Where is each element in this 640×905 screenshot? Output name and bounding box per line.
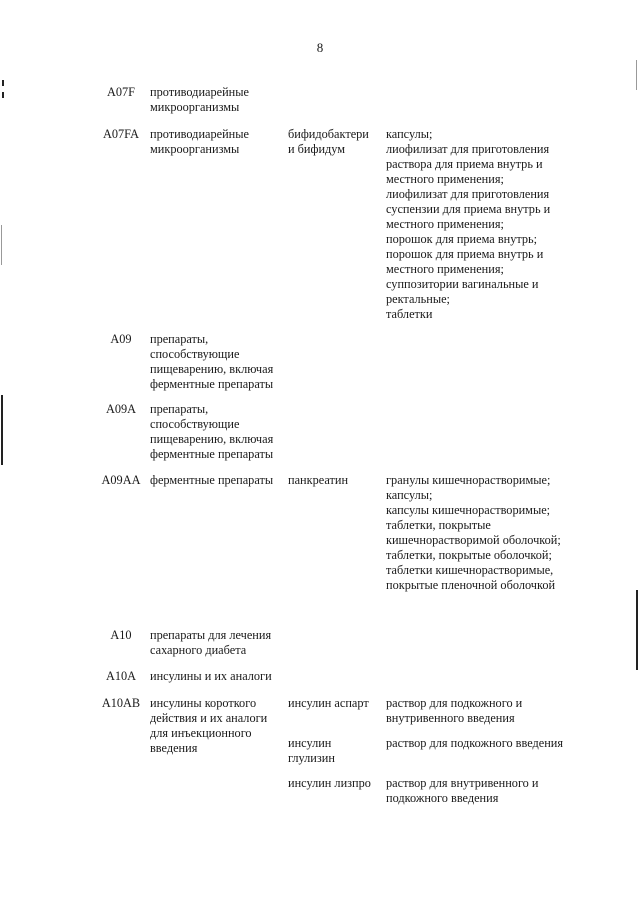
group-name [150,473,282,488]
drug-line: инсулин лизпро [288,776,371,790]
form-line: суппозитории вагинальные и [386,277,539,291]
atc-code: A10A [105,669,137,683]
form-line: внутривенного введения [386,711,515,725]
group-line: ферментные препараты [150,377,274,391]
group-line: инсулины короткого [150,696,257,710]
drug-line: панкреатин [288,473,349,487]
group-line: пищеварению, включая [150,362,274,376]
form-line: суспензии для приема внутрь и [386,202,551,216]
drug-name [288,127,384,157]
form-line: лиофилизат для приготовления [386,142,550,156]
drug-name [288,696,384,711]
group-line: действия и их аналоги [150,711,268,725]
form-line: подкожного введения [386,791,499,805]
atc-code: A07FA [103,127,139,141]
dosage-forms [386,127,592,322]
form-line: местного применения; [386,262,504,276]
dosage-forms [386,776,592,806]
group-name [150,127,282,157]
group-name [150,85,282,115]
form-line: капсулы; [386,127,433,141]
group-line: для инъекционного [150,726,252,740]
drug-line: и бифидум [288,142,346,156]
drug-line: инсулин [288,736,332,750]
form-line: порошок для приема внутрь и [386,247,544,261]
group-line: противодиарейные [150,127,249,141]
atc-code: A10 [110,628,132,642]
scan-mark-left-1 [2,80,4,86]
drug-line: бифидобактери [288,127,369,141]
form-line: капсулы; [386,488,433,502]
group-line: пищеварению, включая [150,432,274,446]
atc-code: A09 [110,332,132,346]
group-line: способствующие [150,347,240,361]
form-line: таблетки кишечнорастворимые, [386,563,554,577]
drug-name [288,736,384,766]
scan-mark-left-4 [1,395,3,465]
atc-code: A09AA [101,473,141,487]
group-name [150,696,282,756]
form-line: раствор для подкожного и [386,696,523,710]
form-line: покрытые пленочной оболочкой [386,578,556,592]
group-line: инсулины и их аналоги [150,669,272,683]
form-line: местного применения; [386,217,504,231]
group-name [150,669,282,684]
dosage-forms [386,736,592,751]
group-name [150,332,282,392]
form-line: лиофилизат для приготовления [386,187,550,201]
drug-name [288,776,384,791]
group-line: ферментные препараты [150,447,274,461]
group-name [150,628,282,658]
form-line: ректальные; [386,292,450,306]
form-line: раствор для подкожного введения [386,736,564,750]
form-line: капсулы кишечнорастворимые; [386,503,551,517]
atc-code: A10AB [101,696,141,710]
scan-mark-right-1 [636,590,638,670]
form-line: таблетки, покрытые [386,518,491,532]
group-line: сахарного диабета [150,643,247,657]
form-line: раствора для приема внутрь и [386,157,543,171]
group-name [150,402,282,462]
form-line: таблетки [386,307,433,321]
drug-name [288,473,384,488]
form-line: местного применения; [386,172,504,186]
form-line: гранулы кишечнорастворимые; [386,473,551,487]
scan-mark-left-3 [1,225,2,265]
group-line: препараты для лечения [150,628,272,642]
form-line: раствор для внутривенного и [386,776,539,790]
dosage-forms [386,696,592,726]
group-line: микроорганизмы [150,100,240,114]
atc-code: A09A [105,402,137,416]
scan-mark-left-2 [2,92,4,98]
group-line: ферментные препараты [150,473,274,487]
form-line: кишечнорастворимой оболочкой; [386,533,561,547]
group-line: микроорганизмы [150,142,240,156]
group-line: введения [150,741,198,755]
group-line: способствующие [150,417,240,431]
atc-code: A07F [106,85,136,99]
page-number: 8 [316,40,324,55]
scan-mark-right-2 [636,60,637,90]
form-line: таблетки, покрытые оболочкой; [386,548,552,562]
group-line: противодиарейные [150,85,249,99]
drug-line: глулизин [288,751,335,765]
group-line: препараты, [150,402,209,416]
dosage-forms [386,473,592,593]
group-line: препараты, [150,332,209,346]
form-line: порошок для приема внутрь; [386,232,538,246]
drug-line: инсулин аспарт [288,696,369,710]
